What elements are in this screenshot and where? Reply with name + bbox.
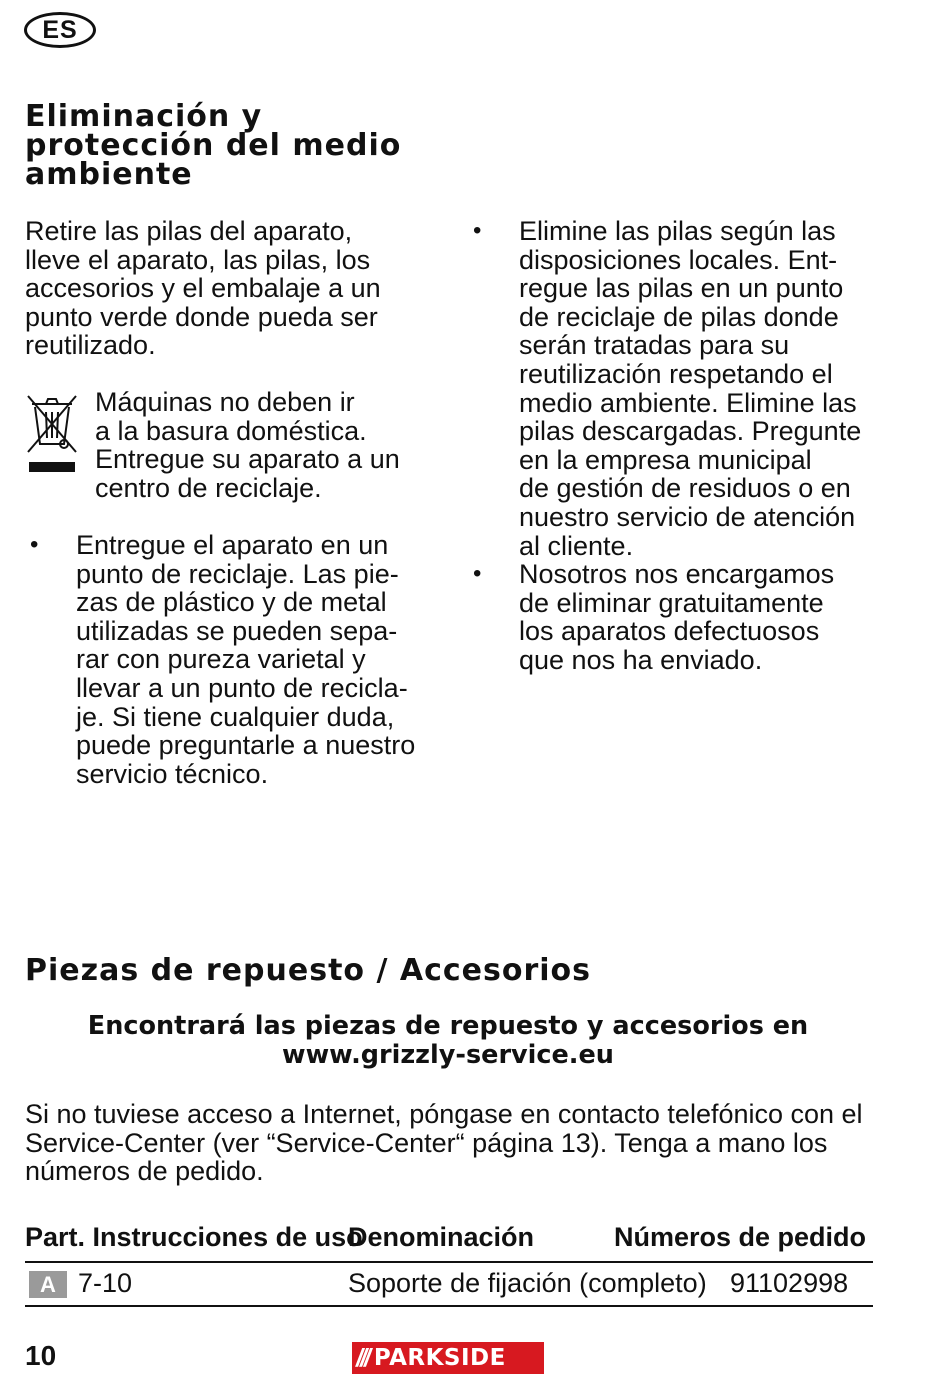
- part-letter: A: [40, 1271, 56, 1297]
- text-line: utilizadas se pueden sepa-: [76, 615, 398, 646]
- spare-parts-note: [25, 1012, 871, 1070]
- text-line: punto verde donde pueda ser: [25, 301, 378, 332]
- language-badge: [24, 12, 96, 48]
- text-line: Entregue su aparato a un: [95, 444, 400, 475]
- page-number: 10: [25, 1340, 57, 1371]
- bullet-marker: •: [473, 217, 482, 244]
- table-header-row: [25, 1217, 873, 1263]
- text-line: serán tratadas para su: [519, 330, 790, 361]
- text-line: Entregue el aparato en un: [76, 530, 389, 560]
- text-line: lleve el aparato, las pilas, los: [25, 244, 371, 275]
- column-header-name: Denominación: [348, 1222, 535, 1252]
- cell-order-number: 91102998: [730, 1268, 849, 1298]
- column-header-order-number: Números de pedido: [614, 1222, 867, 1252]
- text-line: disposiciones locales. Ent-: [519, 244, 838, 275]
- text-line: que nos ha enviado.: [519, 644, 763, 675]
- text-line: Máquinas no deben ir: [95, 387, 355, 417]
- text-line: rar con pureza varietal y: [76, 644, 366, 675]
- text-line: de gestión de residuos o en: [519, 473, 851, 504]
- text-line: Nosotros nos encargamos: [519, 559, 835, 589]
- spare-parts-table: [25, 1217, 873, 1307]
- logo-text: PARKSIDE: [373, 1345, 506, 1371]
- text-line: Si no tuviese acceso a Internet, póngase en contacto telefónico con el: [25, 1099, 863, 1129]
- section-heading-spare-parts: [25, 953, 592, 988]
- cell-name: Soporte de fijación (completo): [348, 1268, 707, 1298]
- text-line: puede preguntarle a nuestro: [76, 730, 416, 761]
- text-line: punto de reciclaje. Las pie-: [76, 558, 399, 589]
- weee-note: [95, 388, 400, 502]
- text-line: en la empresa municipal: [519, 444, 812, 475]
- bullet-item-recycling: [76, 531, 415, 788]
- bullet-item-free-disposal: [519, 560, 834, 674]
- text-line: los aparatos defectuosos: [519, 616, 820, 647]
- heading-line: protección del medio: [25, 128, 402, 163]
- text-line: Retire las pilas del aparato,: [25, 216, 353, 246]
- bullet-marker: •: [473, 560, 482, 587]
- text-line: reutilizado.: [25, 330, 156, 361]
- text-line: de reciclaje de pilas donde: [519, 301, 839, 332]
- parkside-logo: [352, 1342, 544, 1374]
- text-line: al cliente.: [519, 530, 634, 561]
- part-badge: [29, 1271, 67, 1298]
- text-line: zas de plástico y de metal: [76, 587, 387, 618]
- heading-line: Eliminación y: [25, 99, 263, 134]
- column-header-part: Part. Instrucciones de uso: [25, 1222, 363, 1252]
- text-line: Service-Center (ver “Service-Center“ página 13). Tenga a mano los: [25, 1127, 828, 1158]
- section-heading-disposal: [25, 99, 402, 192]
- service-url-link[interactable]: www.grizzly-service.eu: [282, 1040, 614, 1070]
- logo-slashes: ///: [356, 1343, 368, 1372]
- crossed-out-wheelie-bin-icon: [26, 394, 78, 476]
- table-row: [25, 1263, 873, 1307]
- text-line: centro de reciclaje.: [95, 472, 322, 503]
- text-line: a la basura doméstica.: [95, 415, 367, 446]
- text-line: llevar a un punto de recicla-: [76, 672, 408, 703]
- text-line: de eliminar gratuitamente: [519, 587, 824, 618]
- text-line: nuestro servicio de atención: [519, 501, 856, 532]
- text-line: Elimine las pilas según las: [519, 216, 836, 246]
- contact-paragraph: [25, 1100, 863, 1186]
- heading-line: Piezas de repuesto / Accesorios: [25, 953, 592, 988]
- text-line: regue las pilas en un punto: [519, 273, 844, 304]
- text-line: reutilización respetando el: [519, 358, 833, 389]
- intro-paragraph: [25, 217, 381, 360]
- text-line: pilas descargadas. Pregunte: [519, 416, 862, 447]
- text-line: números de pedido.: [25, 1156, 264, 1187]
- text-line: accesorios y el embalaje a un: [25, 273, 381, 304]
- bullet-item-batteries: [519, 217, 861, 560]
- text-line: medio ambiente. Elimine las: [519, 387, 857, 418]
- text-line: je. Si tiene cualquier duda,: [76, 701, 395, 732]
- language-code: ES: [42, 15, 78, 44]
- note-line: Encontrará las piezas de repuesto y accesorios en: [87, 1011, 809, 1041]
- text-line: servicio técnico.: [76, 758, 269, 789]
- cell-pages: 7-10: [78, 1268, 133, 1298]
- heading-line: ambiente: [25, 157, 193, 192]
- bullet-marker: •: [30, 531, 39, 558]
